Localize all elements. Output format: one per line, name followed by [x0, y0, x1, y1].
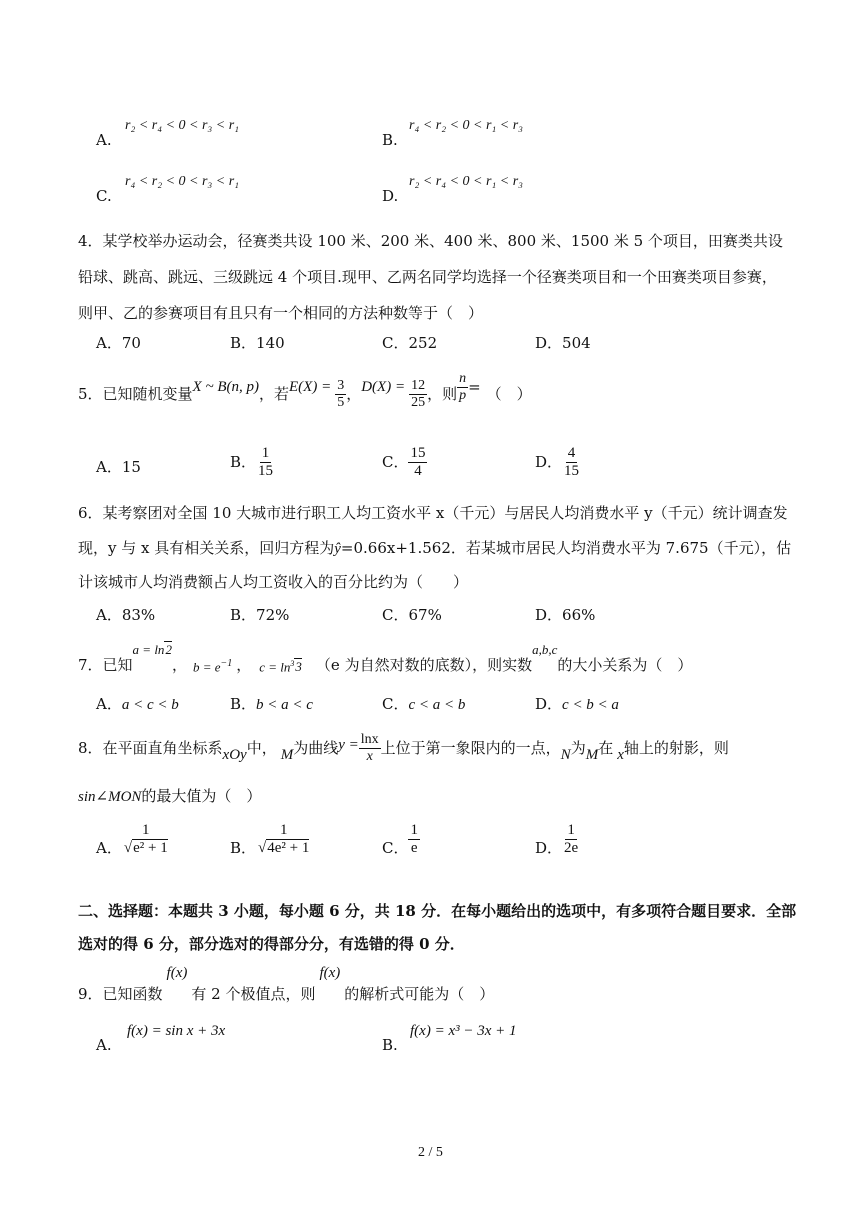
- q3-option-c-label: C.: [96, 187, 112, 205]
- q7-option-a: A．a < c < b: [96, 695, 179, 713]
- q9-option-b-label: B.: [382, 1036, 398, 1054]
- q7-c-def: $c = \ln^33$: [259, 658, 302, 674]
- q7-option-c: C．c < a < b: [382, 695, 466, 713]
- q5-expectation: E(X) =: [289, 378, 332, 395]
- q5-dx-fraction: $\frac{12}{25}$: [411, 377, 426, 410]
- q8-option-a: A． $\frac{1}{\text{√e² + 1}}$: [96, 822, 168, 857]
- q5-np-fraction: $\frac{n}{p}$: [459, 370, 467, 403]
- q5-paren: （ ）: [486, 384, 532, 403]
- q8-curve-fraction: $\frac{\ln x}{x}$: [360, 731, 379, 764]
- q4-option-c: C．252: [382, 334, 438, 352]
- q4-option-a: A．70: [96, 334, 141, 352]
- q5-distribution: X ~ B(n, p): [192, 378, 259, 395]
- q6-option-b: B．72%: [230, 606, 290, 624]
- q8-question: 8．在平面直角坐标系 xOy 中， M 为曲线 y = $\frac{\ln x}{x}$ 上位于第一象限内的一点， N 为 M 在 x 轴上的射影，则: [78, 731, 729, 764]
- section-2-heading-line-1: 二、选择题：本题共 3 小题，每小题 6 分，共 18 分．在每小题给出的选项中，有多项符合题目要求．全部: [78, 902, 797, 920]
- q5-question: [78, 370, 532, 414]
- q5-option-c: C． $\frac{15}{4}$: [382, 445, 426, 479]
- q8-line-2: sin∠MON的最大值为（ ）: [78, 787, 262, 805]
- q9-option-a-label: A.: [96, 1036, 112, 1054]
- q7-vars: a,b,c: [532, 642, 558, 657]
- q6-option-a: A．83%: [96, 606, 156, 624]
- q3-option-a-expr: r₂ < r₄ < 0 < r₃ < r₁: [125, 118, 240, 133]
- q6-option-c: C．67%: [382, 606, 442, 624]
- q7-a-def: a = ln2: [132, 642, 172, 657]
- section-2-heading-line-2: 选对的得 6 分，部分选对的得部分分，有选错的得 0 分．: [78, 935, 465, 953]
- q6-option-d: D．66%: [535, 606, 596, 624]
- page-number: 2 / 5: [418, 1145, 443, 1160]
- q9-option-a-expr: f(x) = sin x + 3x: [127, 1023, 226, 1039]
- q3-option-b-label: B.: [382, 131, 398, 149]
- q3-option-b-expr: r₄ < r₂ < 0 < r₁ < r₃: [409, 118, 524, 133]
- q9-question: 9．已知函数 f(x) 有 2 个极值点，则 f(x) 的解析式可能为（ ）: [78, 965, 495, 1003]
- q9-option-b-expr: f(x) = x³ − 3x + 1: [410, 1023, 517, 1039]
- q5-variance: D(X) =: [361, 378, 406, 395]
- q7-option-d: D．c < b < a: [535, 695, 619, 713]
- q8-option-b: B． $\frac{1}{\text{√4e² + 1}}$: [230, 822, 310, 857]
- q4-option-d: D．504: [535, 334, 591, 352]
- q3-option-d-label: D.: [382, 187, 399, 205]
- q7-b-def: $b = e^{-1}$: [192, 657, 233, 674]
- q5-if: ，若: [258, 384, 289, 403]
- q3-option-c-expr: r₄ < r₂ < 0 < r₃ < r₁: [125, 174, 240, 189]
- q8-option-d: D． $\frac{1}{2e}$: [535, 822, 579, 857]
- q5-ex-fraction: $\frac{3}{5}$: [337, 377, 345, 410]
- q5-option-b: B． $\frac{1}{15}$: [230, 445, 274, 479]
- q7-option-b: B．b < a < c: [230, 695, 313, 713]
- q4-question: 4．某学校举办运动会，径赛类共设 100 米、200 米、400 米、800 米、1500 米 5 个项目，田赛类共设铅球、跳高、跳远、三级跳远 4 个项目.现甲、乙两名同学均选择一个径赛类项目和一个田赛类项目参赛，则甲、乙的参赛项目有且只有一个相同的方法种数等于（ ）: [78, 232, 783, 322]
- q3-option-d-expr: r₂ < r₄ < 0 < r₁ < r₃: [409, 174, 524, 189]
- q6-line-3: 计该城市人均消费额占人均工资收入的百分比约为（ ）: [78, 573, 469, 591]
- q5-prefix: 5．已知随机变量: [78, 384, 193, 403]
- q6-line-2: 现，y 与 x 具有相关关系，回归方程为ŷ=0.66x+1.562．若某城市居民人均消费水平为 7.675（千元），估: [78, 539, 792, 557]
- q8-option-c: C． $\frac{1}{e}$: [382, 822, 418, 857]
- q4-option-b: B．140: [230, 334, 285, 352]
- q3-option-a-label: A.: [96, 131, 112, 149]
- q5-comma: ，: [346, 384, 362, 403]
- q7-question: 7．已知 a = ln2 ， $b = e^{-1}$ ， $c = \ln^33$ （e 为自然对数的底数），则实数 a,b,c 的大小关系为（ ）: [78, 642, 693, 674]
- q5-option-d: D． $\frac{4}{15}$: [535, 445, 580, 479]
- q5-equals: =: [468, 377, 481, 396]
- q5-option-a: A．15: [96, 458, 141, 476]
- q5-then: ，则: [427, 384, 458, 403]
- q6-line-1: 6．某考察团对全国 10 大城市进行职工人均工资水平 x（千元）与居民人均消费水平 y（千元）统计调查发: [78, 504, 788, 522]
